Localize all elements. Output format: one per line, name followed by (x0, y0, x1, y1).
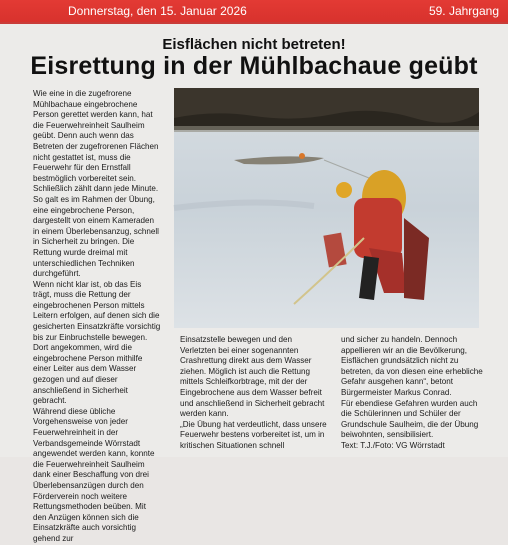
paragraph: Wie eine in die zugefrorene Mühlbachaue eingebrochene Person gerettet werden kann, hat die Feuerwehreinheit Saulheim geübt. Denn auch wenn das Betreten der zugefrorenen Flächen nicht gestattet ist, muss die Feuerwehr für den Ernstfall bestmöglich vorbereitet sein. Schließlich zählt dann jede Minute. (33, 89, 159, 194)
article-column-3 (341, 335, 483, 452)
article-kicker: Eisflächen nicht betreten! (162, 36, 346, 53)
paragraph: Einsatzstelle bewegen und den Verletzten bei einer sogenannten Crashrettung direkt aus dem Wasser ziehen. Möglich ist auch die Rettung mittels Schleifkorbtrage, mit der der Eingebrochene aus dem Wasser befreit und anschließend in Sicherheit gebracht werden kann. (180, 335, 325, 419)
paragraph: „Die Übung hat verdeutlicht, dass unsere Feuerwehr bestens vorbereitet ist, um in kritischen Situationen schnell (180, 419, 327, 450)
photo-credit: Text: T.J./Foto: VG Wörrstadt (341, 440, 445, 450)
article-headline: Eisrettung in der Mühlbachaue geübt (30, 52, 478, 80)
issue-volume: 59. Jahrgang (428, 4, 499, 18)
paragraph: Wenn nicht klar ist, ob das Eis trägt, muss die Rettung der eingebrochenen Person mittels Leitern erfolgen, auf denen sich die gesicherten Einsatzkräfte vorsichtig bis zur Einbruchstelle bewegen. Dort angekommen, wird die eingebrochene Person mithilfe einer Leiter aus dem Wasser gezogen und auf dieser anschließend in Sicherheit gebracht. (33, 279, 161, 406)
paragraph: So galt es im Rahmen der Übung, eine eingebrochene Person, dargestellt von einem Kameraden in einem Überlebensanzug, schnell in Sicherheit zu bringen. Die Rettung wurde dreimal mit unterschiedlichen Techniken durchgeführt. (33, 194, 159, 279)
header-bar (0, 0, 508, 24)
paragraph: Während diese übliche Vorgehensweise von jeder Feuerwehreinheit in der Verbandsgemeinde Wörrstadt angewendet werden kann, konnte die Feuerwehreinheit Saulheim dank einer Beschaffung von drei Überlebensanzügen durch den Förderverein noch weitere Rettungsmethoden beüben. Mit den Anzügen können sich die Einsatzkräfte auch vorsichtig gehend zur (33, 406, 155, 543)
article-photo (174, 88, 479, 328)
paragraph: und sicher zu handeln. Dennoch appellieren wir an die Bevölkerung, Eisflächen grundsätzlich nicht zu betreten, da von diesen eine erhebliche Gefahr ausgehen kann“, betont Bürgermeister Markus Conrad. (341, 335, 483, 397)
article-column-2 (180, 335, 327, 452)
issue-date: Donnerstag, den 15. Januar 2026 (68, 4, 247, 18)
paragraph: Für ebendiese Gefahren wurden auch die Schülerinnen und Schüler der Grundschule Saulheim, die der Übung beiwohnten, sensibilisiert. (341, 398, 479, 440)
article-column-1 (33, 89, 161, 545)
